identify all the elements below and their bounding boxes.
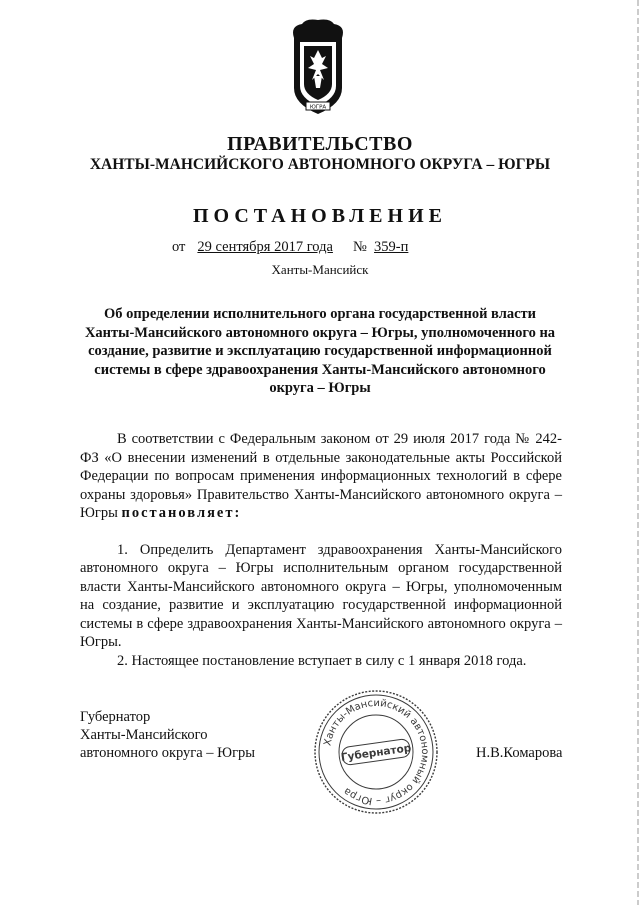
document-type: ПОСТАНОВЛЕНИЕ <box>193 205 447 227</box>
scan-edge <box>636 0 640 905</box>
government-subtitle: ХАНТЫ-МАНСИЙСКОГО АВТОНОМНОГО ОКРУГА – ЮГРЫ <box>89 156 551 173</box>
number-sign: № <box>352 239 367 255</box>
signer-position <box>80 708 255 762</box>
city: Ханты-Мансийск <box>271 262 369 277</box>
document-heading: Об определении исполнительного органа государственной власти Ханты-Мансийского автономного округа – Югры, уполномоченного на создание, развитие и эксплуатацию государственной информационной системы в сфере здравоохранения Ханты-Мансийского автономного округа – Югры <box>84 306 556 396</box>
signer-position-line-2: Ханты-Мансийского <box>80 727 208 743</box>
document-number: 359-п <box>374 239 409 255</box>
preamble-paragraph <box>80 430 562 523</box>
coat-of-arms-emblem <box>284 18 352 118</box>
resolves-word: постановляет: <box>121 505 242 521</box>
document-date: 29 сентября 2017 года <box>197 239 333 255</box>
signer-position-line-3: автономного округа – Югры <box>80 745 256 761</box>
signer-position-line-1: Губернатор <box>80 709 151 725</box>
svg-text:Ханты-Мансийский автономный ок: Ханты-Мансийский автономный округ – Югра <box>322 697 431 807</box>
preamble-text: В соответствии с Федеральным законом от 29 июля 2017 года № 242-ФЗ «О внесении изменений в отдельные законодательные акты Российской Федерации по вопросам применения информационных технологий в сфере охраны здоровья» Правительство Ханты-Мансийского автономного округа – Югры <box>80 431 562 521</box>
document-body <box>80 430 562 670</box>
government-title: ПРАВИТЕЛЬСТВО <box>227 133 413 155</box>
official-seal <box>312 688 440 816</box>
date-number-line <box>172 239 408 256</box>
svg-text:ЮГРА: ЮГРА <box>309 104 327 111</box>
date-prefix: от <box>172 239 186 255</box>
item-2: 2. Настоящее постановление вступает в силу с 1 января 2018 года. <box>117 652 527 669</box>
svg-text:Губернатор: Губернатор <box>340 742 412 764</box>
item-1: 1. Определить Департамент здравоохранения Ханты-Мансийского автономного округа – Югры исполнительным органом государственной власти Ханты-Мансийского автономного округа – Югры, уполномоченным на создание, развитие и эксплуатацию государственной информационной системы в сфере здравоохранения Ханты-Мансийского автономного округа – Югры. <box>80 541 562 650</box>
signer-name: Н.В.Комарова <box>476 745 563 761</box>
